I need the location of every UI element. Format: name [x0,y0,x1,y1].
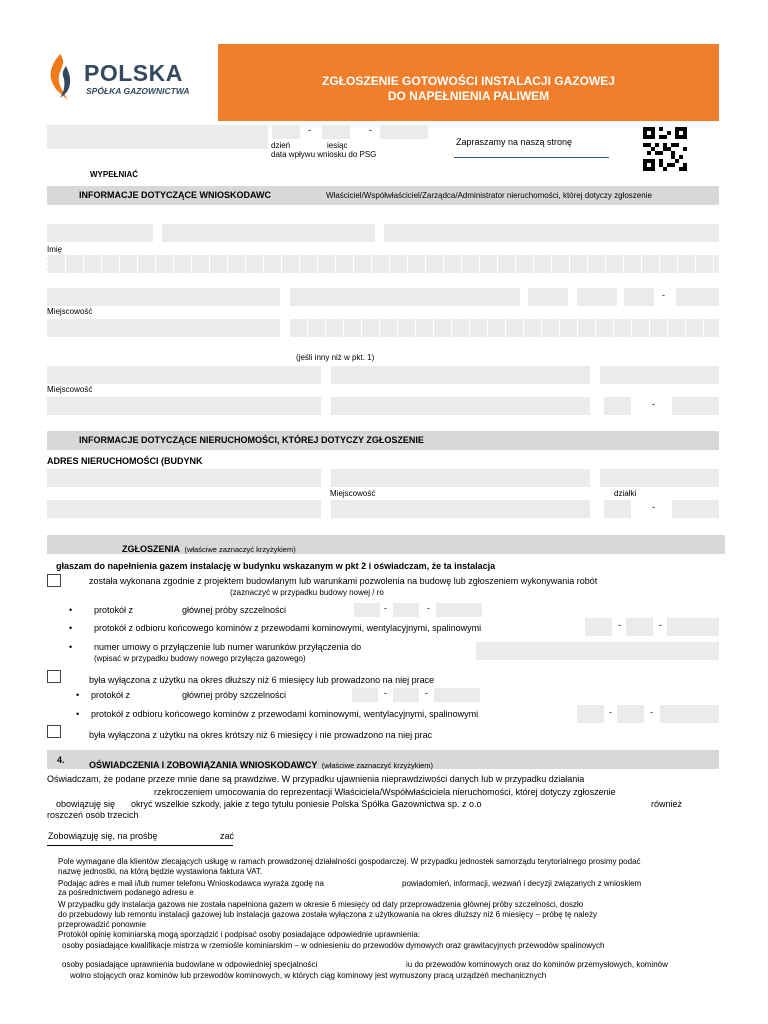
date-day-1[interactable] [272,125,286,139]
field-r1-c[interactable] [384,224,719,242]
field-r4-a[interactable] [47,319,280,337]
fn4b: osoby posiadające kwalifikacje mistrza w rzemiośle kominiarskim – w odniesieniu do przewodów dymowych oraz grawitacyjnych przewodów spalinowych [62,941,605,950]
field-r6-b[interactable] [331,397,590,415]
s4-p3a: obowiązuję się [56,799,116,809]
qr-code-icon[interactable] [643,127,687,171]
section1-title: INFORMACJE DOTYCZĄCE WNIOSKODAWC [79,190,271,200]
bullet-1: • [69,605,73,615]
fn2b: powiadomień, informacji, wezwań i decyzji związanych z wnioskiem [402,879,642,888]
date-dash-1: - [308,125,311,135]
flame-icon [44,52,76,102]
s4-z1: Zobowiązuję się, na prośbę [48,831,158,841]
label-imie: Imię [47,245,63,254]
fn2a: Podając adres e mail i/lub numer telefonu Wnioskodawca wyraża zgodę na [58,879,324,888]
section4-num: 4. [57,755,65,765]
bullet-2: • [69,623,73,633]
field-s2-r1-c[interactable] [600,469,719,487]
b1-dash-2: - [427,603,430,613]
s4-p1: Oświadczam, że podane przeze mnie dane są prawdziwe. W przypadku ujawnienia nieprawdziwości danych lub w przypadku działania [47,774,585,784]
checkbox-opt2[interactable] [47,670,61,683]
form-title-line2: DO NAPEŁNIENIA PALIWEM [387,89,550,103]
c1-date-day[interactable] [352,688,378,702]
bullet-5: • [76,709,80,719]
bullet-3: • [69,642,73,652]
c2-dash-2: - [650,707,653,717]
field-r3-a[interactable] [47,288,280,306]
header-banner [218,44,719,121]
b2-date-day[interactable] [585,618,612,636]
opt1-label: została wykonana zgodnie z projektem budowlanym lub warunkami pozwolenia na budowę lub zgłoszeniem wykonywania robót [89,576,598,586]
label-s2-dzialki: działki [614,489,637,498]
date-year-4[interactable] [416,125,428,139]
s4-p2: rzekroczeniem umocowania do reprezentacji Właściciela/Współwłaściciela nieruchomości, której dotyczy zgłoszenie [154,787,616,797]
label-miejscowosc-1: Miejscowość [47,307,93,316]
fn2c: za pośrednictwem podanego adresu e [58,888,194,897]
date-month-2[interactable] [336,125,350,139]
field-s2-r2-b[interactable] [331,500,590,518]
field-s2-r1-b[interactable] [331,469,590,487]
b1a-label: protokół z [94,605,134,615]
c2-date-day[interactable] [577,705,604,723]
fn4d: iu do przewodów kominowych oraz do kominów przemysłowych, kominów [406,960,668,969]
s4-p3b: okryć wszelkie szkody, jakie z tego tytułu poniesie Polska Spółka Gazownictwa sp. z o.o [131,799,482,809]
label-pkt1: (jeśli inny niż w pkt. 1) [296,353,375,362]
dash-s2: - [652,502,655,512]
date-day-2[interactable] [286,125,300,139]
section4-title [89,755,433,773]
fn4a: Protokół opinię kominiarską mogą sporządzić i podpisać osoby posiadające odpowiednie uprawnienia: [58,930,420,939]
field-r5-a[interactable] [47,366,321,384]
date-day-label: dzień [271,141,291,150]
field-r3-d[interactable] [577,288,617,306]
fn4c: osoby posiadające uprawnienia budowlane w odpowiedniej specjalności [62,960,318,969]
field-postal-2[interactable] [676,288,719,306]
date-year-1[interactable] [380,125,392,139]
b3-field[interactable] [476,642,719,660]
field-s2-r2-a[interactable] [47,500,321,518]
field-r1-b[interactable] [162,224,375,242]
office-field[interactable] [47,125,268,149]
field-postal-4[interactable] [672,397,719,415]
fn3a: W przypadku gdy instalacja gazowa nie została napełniona gazem w okresie 6 miesięcy od daty przeprowadzenia głównej próby szczelności, doszło [58,900,584,909]
b2-label: protokół z odbioru końcowego kominów z przewodami kominowymi, wentylacyjnymi, spalinowymi [94,623,482,633]
opt2-label: była wyłączona z użytku na okres dłuższy niż 6 miesięcy lub prowadzono na niej prace [89,675,435,685]
dash-postal-1: - [662,290,665,300]
logo [44,52,214,102]
fill-label: WYPEŁNIAĆ [90,170,138,179]
opt3-label: była wyłączona z użytku na okres krótszy niż 6 miesięcy i nie prowadzono na niej prac [89,730,433,740]
field-s2-postal-1[interactable] [604,500,631,518]
c1b-label: głównej próby szczelności [182,690,287,700]
field-postal-3[interactable] [604,397,631,415]
b2-date-month[interactable] [626,618,653,636]
field-postal-1[interactable] [624,288,654,306]
section3-title [122,539,296,557]
s4-divider [47,845,233,846]
field-r5-c[interactable] [600,366,719,384]
field-s2-r1-a[interactable] [47,469,321,487]
section4-title-note: (właściwe zaznaczyć krzyżykiem) [321,761,434,770]
opt1-note: (zaznaczyć w przypadku budowy nowej / ro [230,588,384,597]
s4-p3c: również [651,799,683,809]
form-title-line1: ZGŁOSZENIE GOTOWOŚCI INSTALACJI GAZOWEJ [322,74,615,88]
field-r6-a[interactable] [47,397,321,415]
c1-dash-1: - [384,688,387,698]
c1a-label: protokół z [91,690,131,700]
c1-date-year[interactable] [434,688,480,702]
c2-label: protokół z odbioru końcowego kominów z przewodami kominowymi, wentylacyjnymi, spalinowymi [91,709,479,719]
field-r3-b[interactable] [290,288,520,306]
b2-date-year[interactable] [667,618,719,636]
b1-date-year[interactable] [436,603,482,617]
fn1a: Pole wymagane dla klientów zlecających usługę w ramach prowadzonej działalności gospodarczej. W przypadku jednostek samorządu terytorialnego prosimy podać [58,857,641,866]
date-year-3[interactable] [404,125,416,139]
date-year-2[interactable] [392,125,404,139]
b2-dash-2: - [659,620,662,630]
bullet-4: • [76,690,80,700]
date-caption: data wpływu wniosku do PSG [271,150,377,159]
website-label: Zapraszamy na naszą stronę [456,137,573,147]
date-month-label: iesiąc [327,141,348,150]
section3-title-note: (właściwe zaznaczyć krzyżykiem) [184,545,296,554]
section1-note: Właściciel/Współwłaściciel/Zarządca/Administrator nieruchomości, której dotyczy zgłoszenie [326,191,652,200]
checkbox-opt3[interactable] [47,725,61,738]
b1-date-day[interactable] [354,603,380,617]
s4-z2: zać [220,831,235,841]
b1b-label: głównej próby szczelności [182,605,287,615]
field-r4-b[interactable] [290,319,719,337]
b1-date-month[interactable] [393,603,419,617]
section3-intro: głaszam do napełnienia gazem instalację w budynku wskazanym w pkt 2 i oświadczam, że ta instalacja [56,561,496,571]
website-underline [454,157,609,158]
field-r1-a[interactable] [47,224,153,242]
fn1b: nazwę jednostki, na którą będzie wystawiona faktura VAT. [58,867,263,876]
date-month-1[interactable] [322,125,336,139]
logo-brand: POLSKA [84,60,183,86]
c2-date-year[interactable] [660,705,719,723]
section2-title: INFORMACJE DOTYCZĄCE NIERUCHOMOŚCI, KTÓREJ DOTYCZY ZGŁOSZENIE [79,435,424,445]
section3-title-text: ZGŁOSZENIA [122,544,180,554]
b2-dash-1: - [618,620,621,630]
field-r3-c[interactable] [528,288,568,306]
dash-postal-2: - [652,399,655,409]
label-miejscowosc-2: Miejscowość [47,385,93,394]
c1-date-month[interactable] [393,688,419,702]
fn3b: do przebudowy lub remontu instalacji gazowej lub instalacja gazowa została wyłączona z użytkowania na okres dłuższy niż 6 miesięcy – próbę tę należy [58,910,597,919]
fn3c: przeprowadzić ponownie [58,920,147,929]
field-s2-postal-2[interactable] [672,500,719,518]
c2-dash-1: - [609,707,612,717]
b3-note: (wpisać w przypadku budowy nowego przyłącza gazowego) [94,654,306,663]
checkbox-opt1[interactable] [47,574,61,587]
b1-dash-1: - [384,603,387,613]
logo-sub: SPÓŁKA GAZOWNICTWA [86,86,190,96]
b3-label: numer umowy o przyłączenie lub numer warunków przyłączenia do [94,642,362,652]
c1-dash-2: - [425,688,428,698]
section2-adres: ADRES NIERUCHOMOŚCI (BUDYNK [47,456,203,466]
section4-title-text: OŚWIADCZENIA I ZOBOWIĄZANIA WNIOSKODAWCY [89,760,318,770]
field-name-chars[interactable] [47,255,719,273]
fn4e: wolno stojących oraz kominów lub przewodów kominowych, w których ciąg kominowy jest wymuszony pracą urządzeń mechanicznych [70,971,547,980]
c2-date-month[interactable] [617,705,644,723]
s4-p4: roszczeń osób trzecich [47,810,139,820]
label-s2-miejscowosc: Miejscowość [330,489,376,498]
date-dash-2: - [369,125,372,135]
field-r5-b[interactable] [331,366,590,384]
